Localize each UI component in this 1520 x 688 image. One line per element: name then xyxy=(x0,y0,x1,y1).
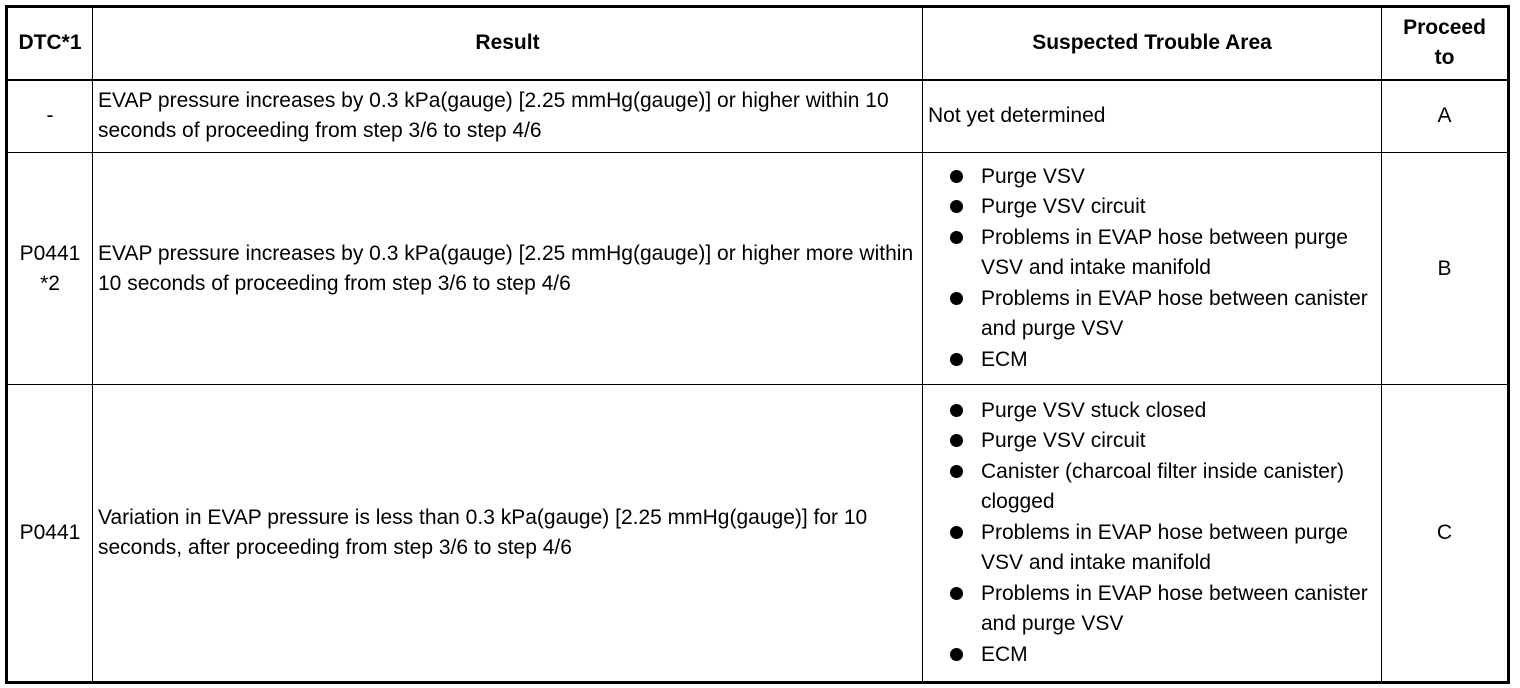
table-row xyxy=(7,385,1509,683)
dtc-code: - xyxy=(46,104,54,128)
area-list-item: ECM xyxy=(950,345,1376,376)
dtc-cell xyxy=(7,385,93,683)
area-list-item: Purge VSV xyxy=(950,162,1376,193)
bullet-icon xyxy=(950,526,963,539)
area-cell xyxy=(923,385,1382,683)
area-list-item: Problems in EVAP hose between purge VSV and intake manifold xyxy=(950,518,1376,579)
bullet-icon xyxy=(950,231,963,244)
dtc-code: P0441 xyxy=(19,521,81,544)
proceed-cell: A xyxy=(1382,80,1509,153)
table-row xyxy=(7,80,1509,153)
dtc-note: *2 xyxy=(40,271,60,295)
bullet-icon xyxy=(950,292,963,305)
area-list-item: ECM xyxy=(950,640,1376,671)
result-cell: Variation in EVAP pressure is less than 0.3 kPa(gauge) [2.25 mmHg(gauge)] for 10 seconds, after proceeding from step 3/6 to step 4/6 xyxy=(93,385,923,683)
bullet-icon xyxy=(950,200,963,213)
table-row xyxy=(7,153,1509,385)
dtc-code: P0441 xyxy=(19,241,81,265)
header-proceed-line2: to xyxy=(1434,46,1455,70)
area-list-item: Canister (charcoal filter inside canister) clogged xyxy=(950,457,1376,518)
header-proceed xyxy=(1382,7,1509,80)
area-list-item: Purge VSV stuck closed xyxy=(950,396,1376,427)
area-list xyxy=(928,162,1376,376)
proceed-cell: C xyxy=(1382,385,1509,683)
result-cell: EVAP pressure increases by 0.3 kPa(gauge) [2.25 mmHg(gauge)] or higher within 10 seconds of proceeding from step 3/6 to step 4/6 xyxy=(93,80,923,153)
dtc-table xyxy=(5,5,1510,684)
area-list-item: Problems in EVAP hose between canister and purge VSV xyxy=(950,284,1376,345)
header-dtc: DTC*1 xyxy=(7,7,93,80)
header-proceed-line1: Proceed xyxy=(1403,16,1486,40)
dtc-cell xyxy=(7,153,93,385)
area-list-item: Problems in EVAP hose between canister and purge VSV xyxy=(950,579,1376,640)
bullet-icon xyxy=(950,587,963,600)
header-suspected-area: Suspected Trouble Area xyxy=(923,7,1382,80)
bullet-icon xyxy=(950,434,963,447)
header-result: Result xyxy=(93,7,923,80)
bullet-icon xyxy=(950,465,963,478)
area-cell: Not yet determined xyxy=(923,80,1382,153)
bullet-icon xyxy=(950,170,963,183)
area-list-item: Problems in EVAP hose between purge VSV and intake manifold xyxy=(950,223,1376,284)
area-cell xyxy=(923,153,1382,385)
area-list-item: Purge VSV circuit xyxy=(950,192,1376,223)
proceed-cell: B xyxy=(1382,153,1509,385)
header-row xyxy=(7,7,1509,80)
bullet-icon xyxy=(950,404,963,417)
area-list xyxy=(928,396,1376,671)
result-cell: EVAP pressure increases by 0.3 kPa(gauge) [2.25 mmHg(gauge)] or higher more within 10 seconds of proceeding from step 3/6 to step 4/6 xyxy=(93,153,923,385)
area-list-item: Purge VSV circuit xyxy=(950,426,1376,457)
bullet-icon xyxy=(950,353,963,366)
dtc-cell xyxy=(7,80,93,153)
bullet-icon xyxy=(950,648,963,661)
